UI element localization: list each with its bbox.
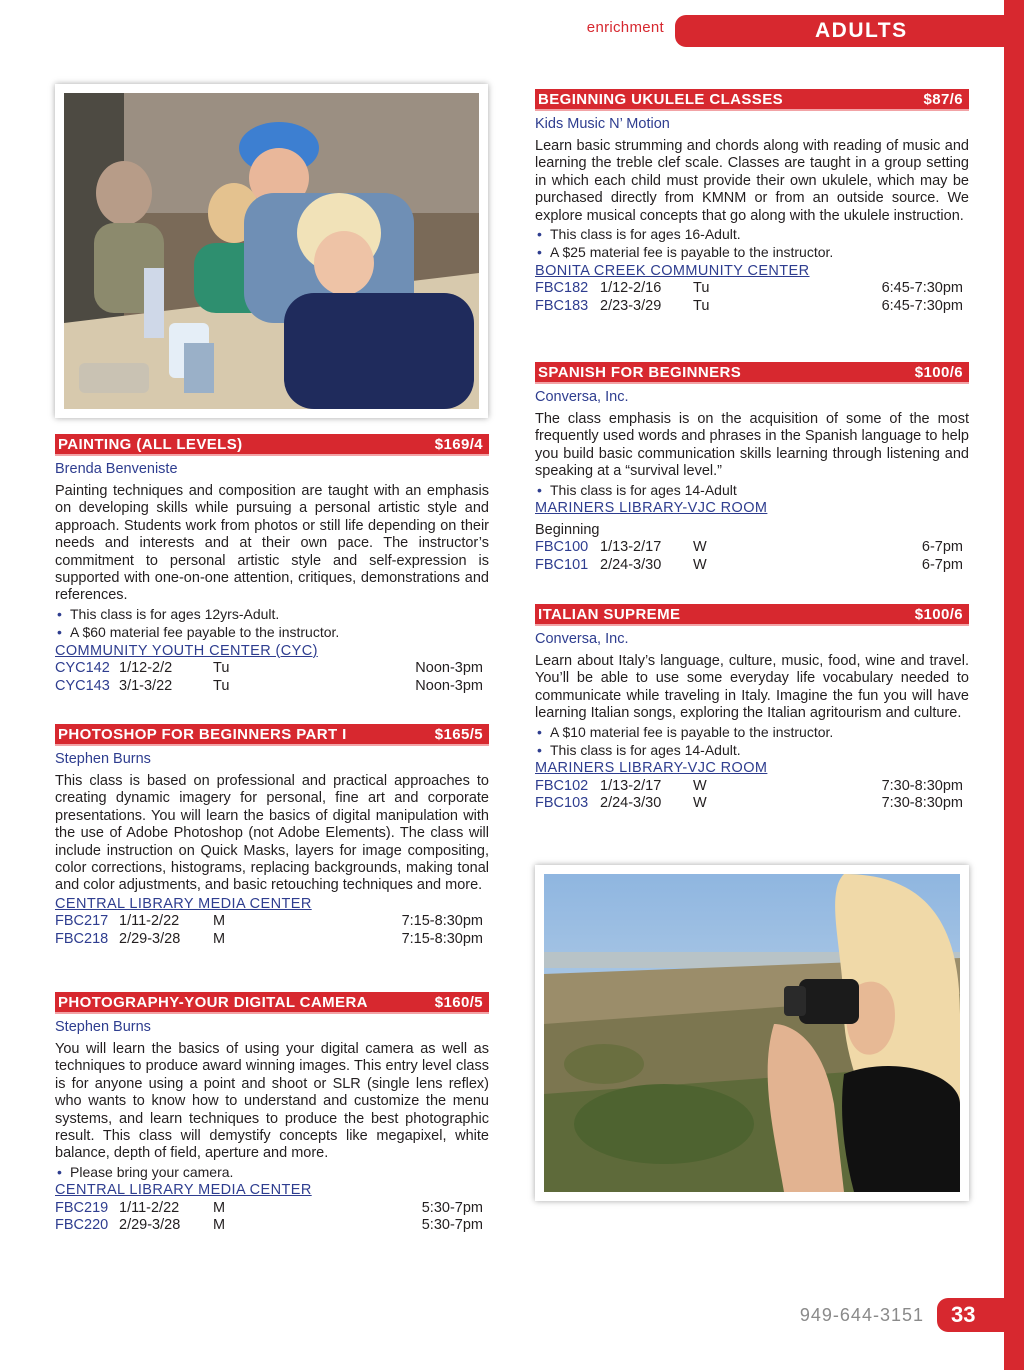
session-dates: 3/1-3/22	[119, 677, 173, 694]
session-day: Tu	[693, 297, 710, 314]
course-price: $87/6	[923, 90, 963, 108]
session-code: FBC183	[535, 297, 589, 314]
session-row	[55, 1217, 489, 1235]
category-tab	[675, 15, 1005, 47]
session-code: CYC142	[55, 660, 110, 677]
session-day: Tu	[213, 660, 230, 677]
session-row	[535, 298, 969, 316]
course-header-bar	[535, 604, 969, 626]
session-day: W	[693, 539, 707, 556]
page-edge-strip	[1004, 0, 1024, 1370]
painting-photo-illustration	[64, 93, 479, 409]
course-header-bar	[55, 724, 489, 746]
session-day: W	[693, 777, 707, 794]
session-time: 6-7pm	[921, 556, 963, 573]
session-code: FBC220	[55, 1217, 109, 1234]
course-italian	[535, 604, 969, 813]
course-notes	[55, 605, 489, 642]
session-day: M	[213, 1217, 226, 1234]
course-header-bar	[535, 89, 969, 111]
session-day: M	[213, 930, 226, 947]
course-instructor: Brenda Benveniste	[55, 461, 178, 477]
course-location-link[interactable]: COMMUNITY YOUTH CENTER (CYC)	[55, 642, 318, 659]
course-notes	[535, 723, 969, 760]
session-code: FBC219	[55, 1199, 109, 1216]
course-title: BEGINNING UKULELE CLASSES	[538, 90, 784, 108]
course-price: $100/6	[914, 605, 963, 623]
course-description: Learn basic strumming and chords along with reading of music and learning the treble clef scale. Classes are taught in a group setting in which each child must provide their own ukulele, which may be purchased directly from KMNM or from an outside source. We explore musical concepts that go along with the ukulele instruction.	[535, 138, 969, 224]
session-row	[55, 678, 489, 696]
session-row	[535, 778, 969, 796]
session-time: 7:15-8:30pm	[401, 930, 483, 947]
course-header-bar	[535, 362, 969, 384]
course-photography	[55, 992, 489, 1235]
session-code: FBC102	[535, 777, 589, 794]
session-dates: 2/23-3/29	[600, 297, 662, 314]
course-location-link[interactable]: MARINERS LIBRARY-VJC ROOM	[535, 760, 768, 777]
session-time: 7:30-8:30pm	[881, 777, 963, 794]
session-dates: 2/29-3/28	[119, 1217, 181, 1234]
course-instructor: Stephen Burns	[55, 751, 151, 767]
course-note: • This class is for ages 14-Adult	[535, 481, 969, 499]
session-time: 7:30-8:30pm	[881, 795, 963, 812]
course-price: $100/6	[914, 363, 963, 381]
session-dates: 1/12-2/16	[600, 280, 662, 297]
session-day: W	[693, 795, 707, 812]
session-time: 5:30-7pm	[421, 1217, 483, 1234]
session-day: M	[213, 913, 226, 930]
category-tab-label: ADULTS	[815, 19, 908, 42]
course-note: • This class is for ages 12yrs-Adult.	[55, 605, 489, 623]
course-description: You will learn the basics of using your digital camera as well as techniques to produce award winning images. This entry level class is for anyone using a point and shoot or SLR (single lens reflex) who wants to know how to understand and customize the menu systems, and learn techniques to produce the best photographic result. This class will demystify concepts like megapixel, white balance, depth of field, aperture and more.	[55, 1041, 489, 1162]
painting-class-photo	[55, 84, 488, 418]
session-time: 7:15-8:30pm	[401, 913, 483, 930]
session-code: FBC101	[535, 556, 589, 573]
section-label: enrichment	[586, 19, 664, 36]
course-title: ITALIAN SUPREME	[538, 605, 681, 623]
course-note: • This class is for ages 16-Adult.	[535, 225, 969, 243]
course-title: PAINTING (ALL LEVELS)	[58, 435, 243, 453]
course-price: $165/5	[434, 725, 483, 743]
course-photoshop	[55, 724, 489, 948]
page-number-tab	[937, 1298, 1005, 1332]
session-code: FBC217	[55, 913, 109, 930]
session-dates: 2/24-3/30	[600, 795, 662, 812]
session-code: CYC143	[55, 677, 110, 694]
session-dates: 1/11-2/22	[119, 913, 180, 930]
course-instructor: Stephen Burns	[55, 1019, 151, 1035]
course-description: Learn about Italy’s language, culture, music, food, wine and travel. You’ll be able to use some everyday life vocabulary needed to communicate while traveling in Italy. Imagine the fun you will have learning Italian songs, exploring the Italian agritourism and culture.	[535, 653, 969, 722]
session-row	[55, 1200, 489, 1218]
course-location-link[interactable]: MARINERS LIBRARY-VJC ROOM	[535, 500, 768, 517]
session-row	[535, 539, 969, 557]
session-time: Noon-3pm	[415, 677, 483, 694]
course-ukulele	[535, 89, 969, 315]
course-instructor: Conversa, Inc.	[535, 389, 629, 405]
course-level: Beginning	[535, 522, 600, 539]
course-price: $169/4	[434, 435, 483, 453]
course-description: This class is based on professional and practical approaches to creating dynamic imagery for personal, fine art and corporate presentations. You will learn the basics of digital manipulation with the use of Adobe Photoshop (not Adobe Elements). The class will include instruction on Quick Masks, layers for image compositing, color corrections, histograms, replacing backgrounds, making tonal and color adjustments, and basic retouching techniques and more.	[55, 773, 489, 894]
footer-phone: 949-644-3151	[799, 1305, 924, 1325]
photography-class-photo	[535, 865, 969, 1201]
session-day: Tu	[693, 280, 710, 297]
course-notes	[535, 225, 969, 262]
session-time: 6-7pm	[921, 539, 963, 556]
course-note: • A $25 material fee is payable to the instructor.	[535, 243, 969, 261]
course-location-link[interactable]: CENTRAL LIBRARY MEDIA CENTER	[55, 1182, 312, 1199]
camera-photo-illustration	[544, 874, 960, 1192]
session-time: Noon-3pm	[415, 660, 483, 677]
course-note: • Please bring your camera.	[55, 1163, 489, 1181]
session-code: FBC100	[535, 539, 589, 556]
session-code: FBC218	[55, 930, 109, 947]
session-time: 6:45-7:30pm	[881, 297, 963, 314]
session-dates: 1/13-2/17	[600, 777, 662, 794]
session-dates: 2/24-3/30	[600, 556, 662, 573]
course-header-bar	[55, 434, 489, 456]
course-painting	[55, 434, 489, 695]
session-row	[535, 557, 969, 575]
page-number: 33	[951, 1302, 976, 1327]
session-day: M	[213, 1199, 226, 1216]
course-title: PHOTOGRAPHY-YOUR DIGITAL CAMERA	[58, 993, 368, 1011]
course-title: SPANISH FOR BEGINNERS	[538, 363, 742, 381]
course-location-link[interactable]: BONITA CREEK COMMUNITY CENTER	[535, 262, 810, 279]
session-dates: 2/29-3/28	[119, 930, 181, 947]
course-instructor: Kids Music N’ Motion	[535, 116, 670, 132]
session-code: FBC103	[535, 795, 589, 812]
session-row	[535, 280, 969, 298]
session-time: 5:30-7pm	[421, 1199, 483, 1216]
session-time: 6:45-7:30pm	[881, 280, 963, 297]
session-row	[55, 913, 489, 931]
course-description: The class emphasis is on the acquisition of some of the most frequently used words and phrases in the Spanish language to help you build basic communication skills learning through listening and speaking at a “survival level.”	[535, 411, 969, 480]
course-description: Painting techniques and composition are taught with an emphasis on developing skills while pursuing a personal artistic style and approach. Students work from photos or still life depending on their needs and interests and at their own pace. The instructor’s commitment to personal artistic style and self-expression is supported with one-on-one attention, critiques, demonstrations and references.	[55, 483, 489, 604]
course-instructor: Conversa, Inc.	[535, 631, 629, 647]
course-note: • A $60 material fee payable to the instructor.	[55, 623, 489, 641]
session-row	[55, 931, 489, 949]
session-dates: 1/12-2/2	[119, 660, 173, 677]
session-row	[55, 660, 489, 678]
course-title: PHOTOSHOP FOR BEGINNERS PART I	[58, 725, 347, 743]
course-price: $160/5	[434, 993, 483, 1011]
course-spanish	[535, 362, 969, 574]
course-notes	[535, 481, 969, 499]
course-location-link[interactable]: CENTRAL LIBRARY MEDIA CENTER	[55, 895, 312, 912]
course-notes	[55, 1163, 489, 1181]
course-header-bar	[55, 992, 489, 1014]
course-note: • This class is for ages 14-Adult.	[535, 741, 969, 759]
session-day: Tu	[213, 677, 230, 694]
session-day: W	[693, 556, 707, 573]
session-row	[535, 795, 969, 813]
session-code: FBC182	[535, 280, 589, 297]
session-dates: 1/11-2/22	[119, 1199, 180, 1216]
session-dates: 1/13-2/17	[600, 539, 662, 556]
course-note: • A $10 material fee is payable to the instructor.	[535, 723, 969, 741]
